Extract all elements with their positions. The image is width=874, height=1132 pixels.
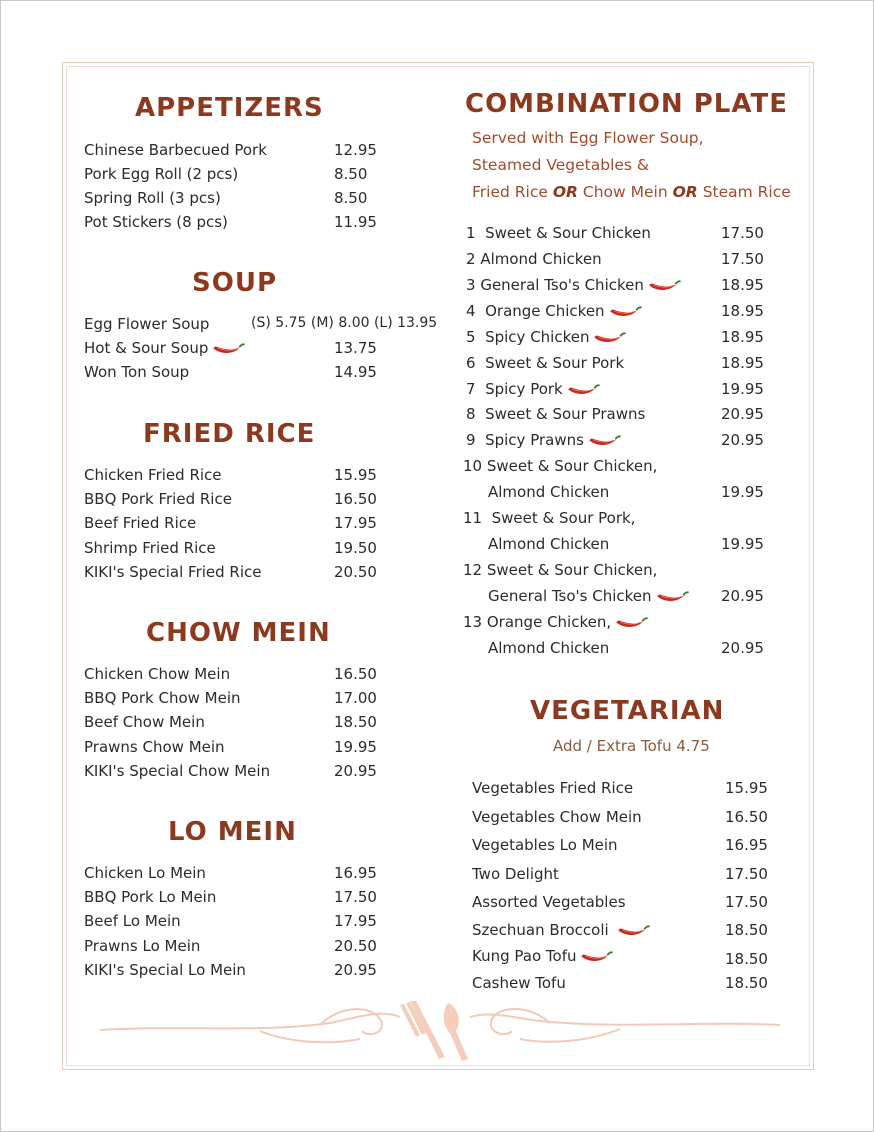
- list-item: Vegetables Lo Mein: [472, 836, 618, 854]
- item-name: General Tso's Chicken: [488, 587, 652, 605]
- combo-number: 9: [466, 431, 476, 449]
- chili-pepper-icon: [646, 279, 682, 293]
- item-price: 12.95: [334, 141, 377, 159]
- combo-number: 1: [466, 224, 476, 242]
- item-price: 18.50: [725, 950, 768, 968]
- item-price: 19.95: [721, 535, 764, 553]
- item-price: 18.50: [334, 713, 377, 731]
- list-item: [466, 302, 643, 320]
- item-price: 11.95: [334, 213, 377, 231]
- list-item: KIKI's Special Lo Mein: [84, 961, 246, 979]
- list-item: Beef Lo Mein: [84, 912, 181, 930]
- appetizers-heading: APPETIZERS: [135, 93, 324, 123]
- combo-number: 3: [466, 276, 476, 294]
- list-item: [463, 457, 657, 475]
- list-item: [466, 431, 622, 449]
- item-name: General Tso's Chicken: [480, 276, 644, 294]
- item-name-line2: Almond Chicken: [488, 535, 610, 553]
- list-item: KIKI's Special Fried Rice: [84, 563, 262, 581]
- item-name: Kung Pao Tofu: [472, 947, 577, 965]
- combo-number: 5: [466, 328, 476, 346]
- combination-heading: COMBINATION PLATE: [465, 89, 788, 119]
- combination-desc-line2: Steamed Vegetables &: [472, 156, 650, 174]
- combo-number: 7: [466, 380, 476, 398]
- list-item: BBQ Pork Lo Mein: [84, 888, 217, 906]
- item-name: Sweet & Sour Chicken: [485, 224, 651, 242]
- list-item: Vegetables Chow Mein: [472, 808, 642, 826]
- item-price: 18.50: [725, 974, 768, 992]
- list-item: Vegetables Fried Rice: [472, 779, 634, 797]
- list-item: Prawns Chow Mein: [84, 738, 225, 756]
- desc-or: OR: [672, 183, 698, 201]
- fork-knife-ornament-icon: [100, 995, 780, 1065]
- combo-number: 13: [463, 613, 483, 631]
- list-item: Pork Egg Roll (2 pcs): [84, 165, 239, 183]
- item-price: 18.95: [721, 276, 764, 294]
- item-price: 17.50: [725, 893, 768, 911]
- item-name: Sweet & Sour Pork: [485, 354, 625, 372]
- item-price: 16.50: [725, 808, 768, 826]
- combo-number: 12: [463, 561, 483, 579]
- list-item: [463, 613, 649, 631]
- item-price: 20.95: [334, 961, 377, 979]
- list-item: Shrimp Fried Rice: [84, 539, 216, 557]
- item-price: 17.00: [334, 689, 377, 707]
- item-price: 18.50: [725, 921, 768, 939]
- chili-pepper-icon: [607, 305, 643, 319]
- chili-pepper-icon: [654, 590, 690, 604]
- chili-pepper-icon: [565, 383, 601, 397]
- combination-desc-line3: [472, 183, 791, 201]
- list-item: [463, 509, 635, 527]
- list-item: KIKI's Special Chow Mein: [84, 762, 271, 780]
- item-price: 18.95: [721, 302, 764, 320]
- desc-chow-mein: Chow Mein: [582, 183, 668, 201]
- list-item: Spring Roll (3 pcs): [84, 189, 221, 207]
- item-price: 20.95: [334, 762, 377, 780]
- chili-pepper-icon: [586, 434, 622, 448]
- item-price: 19.95: [334, 738, 377, 756]
- list-item: [466, 354, 624, 372]
- combo-number: 2: [466, 250, 476, 268]
- item-name: Hot & Sour Soup: [84, 339, 209, 357]
- item-price: (S) 5.75 (M) 8.00 (L) 13.95: [251, 315, 438, 331]
- lo-mein-heading: LO MEIN: [168, 817, 297, 847]
- item-price: 16.95: [334, 864, 377, 882]
- desc-or: OR: [552, 183, 578, 201]
- combo-number: 10: [463, 457, 483, 475]
- soup-heading: SOUP: [192, 268, 277, 298]
- combo-number: 8: [466, 405, 476, 423]
- list-item: Cashew Tofu: [472, 974, 566, 992]
- chow-mein-heading: CHOW MEIN: [146, 618, 331, 648]
- item-price: 14.95: [334, 363, 377, 381]
- desc-fried-rice: Fried Rice: [472, 183, 548, 201]
- item-price: 18.95: [721, 354, 764, 372]
- chili-pepper-icon: [578, 950, 614, 964]
- list-item: [466, 224, 651, 242]
- list-item: Egg Flower Soup: [84, 315, 210, 333]
- list-item: [466, 276, 682, 294]
- item-price: 17.95: [334, 912, 377, 930]
- chili-pepper-icon: [591, 331, 627, 345]
- item-price: 20.95: [721, 587, 764, 605]
- item-name: Sweet & Sour Prawns: [485, 405, 646, 423]
- list-item: [463, 561, 657, 579]
- combination-desc-line1: Served with Egg Flower Soup,: [472, 129, 704, 147]
- vegetarian-heading: VEGETARIAN: [530, 696, 725, 726]
- item-price: 18.95: [721, 328, 764, 346]
- chili-pepper-icon: [613, 616, 649, 630]
- item-price: 20.95: [721, 431, 764, 449]
- list-item: Assorted Vegetables: [472, 893, 626, 911]
- list-item: Beef Chow Mein: [84, 713, 205, 731]
- desc-steam-rice: Steam Rice: [702, 183, 791, 201]
- item-price: 16.50: [334, 490, 377, 508]
- item-name: Sweet & Sour Chicken,: [486, 457, 658, 475]
- list-item: [472, 921, 651, 939]
- vegetarian-subtitle: Add / Extra Tofu 4.75: [553, 737, 710, 755]
- list-item: [466, 380, 601, 398]
- list-item: Won Ton Soup: [84, 363, 190, 381]
- list-item: Beef Fried Rice: [84, 514, 197, 532]
- item-name: Orange Chicken,: [486, 613, 612, 631]
- item-price: 13.75: [334, 339, 377, 357]
- item-price: 15.95: [334, 466, 377, 484]
- list-item: Two Delight: [472, 865, 559, 883]
- list-item: [466, 250, 602, 268]
- item-price: 20.50: [334, 563, 377, 581]
- list-item: Chicken Lo Mein: [84, 864, 206, 882]
- list-item: Chicken Chow Mein: [84, 665, 231, 683]
- list-item: [84, 339, 246, 357]
- list-item: Pot Stickers (8 pcs): [84, 213, 228, 231]
- item-price: 17.50: [721, 224, 764, 242]
- item-name: Almond Chicken: [480, 250, 602, 268]
- item-price: 16.50: [334, 665, 377, 683]
- item-price: 8.50: [334, 189, 368, 207]
- list-item: [472, 947, 614, 965]
- item-name: Sweet & Sour Pork,: [491, 509, 636, 527]
- item-price: 20.95: [721, 405, 764, 423]
- item-price: 17.50: [334, 888, 377, 906]
- item-name: Spicy Pork: [485, 380, 563, 398]
- chili-pepper-icon: [210, 342, 246, 356]
- item-name: Spicy Chicken: [485, 328, 590, 346]
- combo-number: 11: [463, 509, 483, 527]
- item-price: 19.95: [721, 380, 764, 398]
- list-item: Chinese Barbecued Pork: [84, 141, 267, 159]
- chili-pepper-icon: [615, 924, 651, 938]
- item-price: 20.50: [334, 937, 377, 955]
- item-price: 17.50: [725, 865, 768, 883]
- item-name-line2: Almond Chicken: [488, 639, 610, 657]
- item-name-line2: [488, 587, 690, 605]
- item-name: Spicy Prawns: [485, 431, 584, 449]
- item-name: Sweet & Sour Chicken,: [486, 561, 658, 579]
- list-item: BBQ Pork Chow Mein: [84, 689, 241, 707]
- list-item: [466, 328, 627, 346]
- item-price: 16.95: [725, 836, 768, 854]
- item-price: 19.95: [721, 483, 764, 501]
- item-name-line2: Almond Chicken: [488, 483, 610, 501]
- item-name: Orange Chicken: [485, 302, 605, 320]
- item-price: 20.95: [721, 639, 764, 657]
- item-price: 15.95: [725, 779, 768, 797]
- list-item: Chicken Fried Rice: [84, 466, 222, 484]
- item-price: 17.50: [721, 250, 764, 268]
- list-item: Prawns Lo Mein: [84, 937, 201, 955]
- item-name: Szechuan Broccoli: [472, 921, 609, 939]
- item-price: 19.50: [334, 539, 377, 557]
- item-price: 8.50: [334, 165, 368, 183]
- fried-rice-heading: FRIED RICE: [143, 419, 316, 449]
- list-item: [466, 405, 645, 423]
- combo-number: 6: [466, 354, 476, 372]
- combo-number: 4: [466, 302, 476, 320]
- item-price: 17.95: [334, 514, 377, 532]
- list-item: BBQ Pork Fried Rice: [84, 490, 232, 508]
